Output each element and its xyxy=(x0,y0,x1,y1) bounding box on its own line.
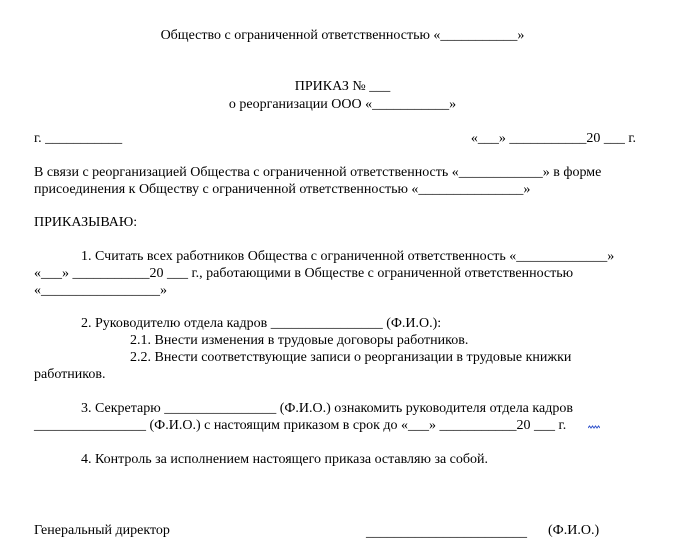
item-2-sub-2-cont: работников. xyxy=(34,367,106,382)
item-3-line-1: 3. Секретарю ________________ (Ф.И.О.) ознакомить руководителя отдела кадров xyxy=(81,401,573,416)
item-2-sub-1: 2.1. Внести изменения в трудовые договоры работников. xyxy=(130,333,469,348)
order-word: ПРИКАЗЫВАЮ: xyxy=(34,215,138,230)
item-1-line-3: «_________________» xyxy=(34,283,167,298)
preamble-line-1: В связи с реорганизацией Общества с ограниченной ответственность «____________» в форме xyxy=(34,165,602,180)
signature-position: Генеральный директор xyxy=(34,523,170,538)
item-1-line-1: 1. Считать всех работников Общества с ограниченной ответственность «_____________» xyxy=(81,249,615,264)
item-2-line-1: 2. Руководителю отдела кадров ________________ (Ф.И.О.): xyxy=(81,316,442,331)
order-subject: о реорганизации ООО «___________» xyxy=(228,97,457,112)
order-title: ПРИКАЗ № ___ xyxy=(294,79,391,94)
item-1-line-2: «___» ___________20 ___ г., работающими в Обществе с ограниченной ответственностью xyxy=(34,266,574,281)
item-4-line-1: 4. Контроль за исполнением настоящего приказа оставляю за собой. xyxy=(81,452,489,467)
item-2-sub-2: 2.2. Внести соответствующие записи о реорганизации в трудовые книжки xyxy=(130,350,572,365)
signature-name: (Ф.И.О.) xyxy=(548,523,600,538)
signature-line: _______________________ xyxy=(366,525,527,540)
city-field: г. ___________ xyxy=(34,131,123,146)
date-field: «___» ___________20 ___ г. xyxy=(470,131,636,146)
company-header: Общество с ограниченной ответственностью «___________» xyxy=(160,28,525,43)
preamble-line-2: присоединения к Обществу с ограниченной ответственностью «_______________» xyxy=(34,182,531,197)
spellcheck-squiggle-icon xyxy=(588,425,600,429)
item-3-line-2: ________________ (Ф.И.О.) с настоящим приказом в срок до «___» ___________20 ___ г. xyxy=(34,418,567,433)
